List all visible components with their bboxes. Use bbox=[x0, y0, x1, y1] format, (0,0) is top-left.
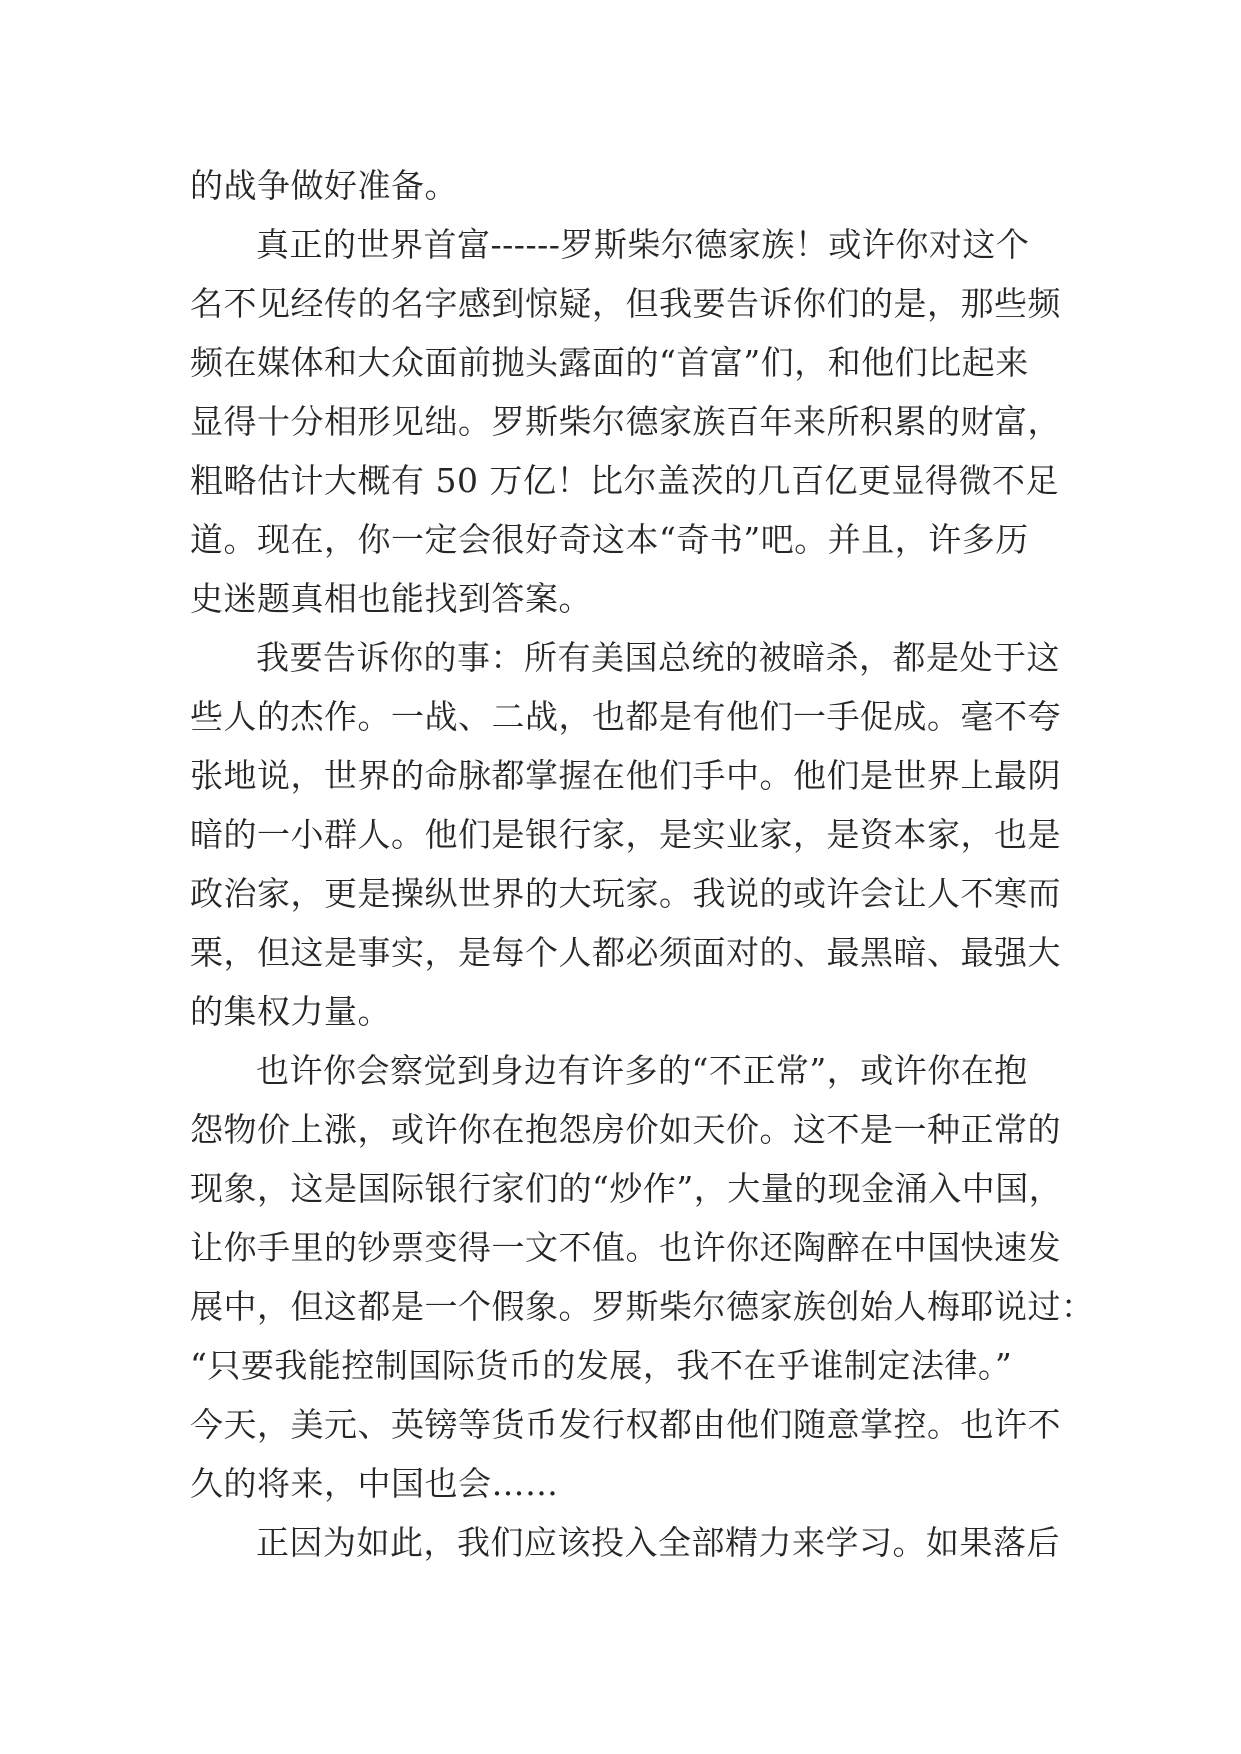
paragraph-first-line: 真正的世界首富------罗斯柴尔德家族！或许你对这个 bbox=[256, 225, 1030, 264]
text-line: 频在媒体和大众面前抛头露面的“首富”们，和他们比起来 bbox=[190, 343, 1029, 382]
text-line: 让你手里的钞票变得一文不值。也许你还陶醉在中国快速发 bbox=[190, 1228, 1061, 1267]
text-line: 政治家，更是操纵世界的大玩家。我说的或许会让人不寒而 bbox=[190, 874, 1061, 913]
text-line: 久的将来，中国也会…… bbox=[190, 1464, 559, 1503]
text-line: 暗的一小群人。他们是银行家，是实业家，是资本家，也是 bbox=[190, 815, 1061, 854]
text-line: 张地说，世界的命脉都掌握在他们手中。他们是世界上最阴 bbox=[190, 756, 1061, 795]
text-line: 史迷题真相也能找到答案。 bbox=[190, 579, 592, 618]
text-line: 的集权力量。 bbox=[190, 992, 391, 1031]
text-line: 粗略估计大概有 50 万亿！比尔盖茨的几百亿更显得微不足 bbox=[190, 461, 1059, 500]
paragraph-first-line: 正因为如此，我们应该投入全部精力来学习。如果落后 bbox=[256, 1523, 1060, 1562]
text-line: 栗，但这是事实，是每个人都必须面对的、最黑暗、最强大 bbox=[190, 933, 1061, 972]
paragraph-first-line: 也许你会察觉到身边有许多的“不正常”，或许你在抱 bbox=[256, 1051, 1028, 1090]
text-line: 今天，美元、英镑等货币发行权都由他们随意掌控。也许不 bbox=[190, 1405, 1061, 1444]
text-line: 名不见经传的名字感到惊疑，但我要告诉你们的是，那些频 bbox=[190, 284, 1061, 323]
text-line: “只要我能控制国际货币的发展，我不在乎谁制定法律。” bbox=[190, 1346, 1013, 1385]
text-line: 怨物价上涨，或许你在抱怨房价如天价。这不是一种正常的 bbox=[190, 1110, 1061, 1149]
text-line: 些人的杰作。一战、二战，也都是有他们一手促成。毫不夸 bbox=[190, 697, 1061, 736]
text-line: 的战争做好准备。 bbox=[190, 166, 458, 205]
text-line: 展中，但这都是一个假象。罗斯柴尔德家族创始人梅耶说过： bbox=[190, 1287, 1095, 1326]
text-line: 显得十分相形见绌。罗斯柴尔德家族百年来所积累的财富， bbox=[190, 402, 1061, 441]
body-text bbox=[190, 156, 1095, 1572]
text-line: 现象，这是国际银行家们的“炒作”，大量的现金涌入中国， bbox=[190, 1169, 1063, 1208]
text-line: 道。现在，你一定会很好奇这本“奇书”吧。并且，许多历 bbox=[190, 520, 1029, 559]
paragraph-first-line: 我要告诉你的事：所有美国总统的被暗杀，都是处于这 bbox=[256, 638, 1060, 677]
